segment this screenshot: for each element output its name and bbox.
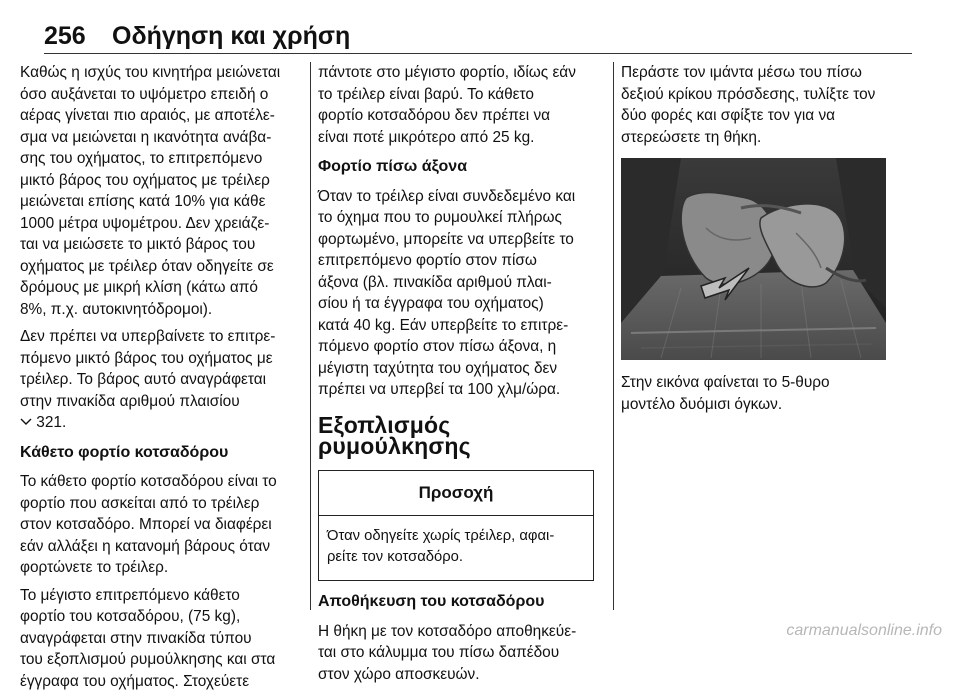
- trunk-photo-icon: [621, 158, 886, 360]
- caution-title: Προσοχή: [319, 471, 593, 517]
- paragraph-altitude: Καθώς η ισχύς του κινητήρα μειώνεται όσο αυξάνεται το υψόμετρο επειδή ο αέρας γίνεται πιο αραιός, με αποτέλε‐ σμα να μειώνεται η ικανότητα ανάβα‐ σης του οχήματος, το επιτρεπόμενο μικτό βάρος του οχήματος με τρέιλερ μειώνεται επίσης κατά 10% για κάθε 1000 μέτρα υψομέτρου. Δεν χρειάζε‐ ται να μειώσετε το μικτό βάρος του οχήματος με τρέιλερ όταν οδηγείτε σε δρόμους με μικρή κλίση (κάτω από 8%, π.χ. αυτοκινητόδρομοι).: [20, 64, 281, 318]
- paragraph-load-continued: πάντοτε στο μέγιστο φορτίο, ιδίως εάν το τρέιλερ είναι βαρύ. Το κάθετο φορτίο κοτσαδόρου δεν πρέπει να είναι ποτέ μικρότερο από 25 kg.: [318, 64, 576, 146]
- column-divider-2: [613, 62, 614, 610]
- paragraph-strap: Περάστε τον ιμάντα μέσω του πίσω δεξιού κρίκου πρόσδεσης, τυλίξτε τον δύο φορές και σφίξτε τον για να στερεώσετε τη θήκη.: [621, 64, 876, 146]
- page-header: [44, 22, 912, 50]
- paragraph-rear-axle-load: Όταν το τρέιλερ είναι συνδεδεμένο και το όχημα που το ρυμουλκεί πλήρως φορτωμένο, μπορείτε να υπερβείτε το επιτρεπόμενο φορτίο στον πίσω άξονα (βλ. πινακίδα αριθμού πλαι‐ σίου ή τα έγγραφα του οχήματος) κατά 40 kg. Εάν υπερβείτε το επιτρε‐ πόμενο φορτίο στον πίσω άξονα, η μέγιστη ταχύτητα του οχήματος δεν πρέπει να υπερβεί τα 100 χλμ/ώρα.: [318, 187, 576, 398]
- paragraph-gross-weight: Δεν πρέπει να υπερβαίνετε το επιτρε‐ πόμενο μικτό βάρος του οχήματος με τρέιλερ. Το βάρος αυτό αναγράφεται στην πινακίδα αριθμού πλαισίου 321.: [20, 326, 305, 434]
- section-title: Οδήγηση και χρήση: [112, 22, 351, 50]
- paragraph-vertical-load: Το κάθετο φορτίο κοτσαδόρου είναι το φορτίο που ασκείται από το τρέιλερ στον κοτσαδόρο. Μπορεί να διαφέρει εάν αλλάξει η κατανομή βάρους όταν φορτώνετε το τρέιλερ.: [20, 473, 277, 576]
- heading-storage: Αποθήκευση του κοτσαδόρου: [318, 593, 545, 610]
- column-1: [20, 62, 305, 698]
- column-divider-1: [310, 62, 311, 610]
- column-2: [318, 62, 608, 691]
- page-reference-link[interactable]: 321.: [20, 412, 305, 434]
- heading-towing-equipment: Εξοπλισμός ρυμούλκησης: [318, 411, 471, 459]
- caution-box: [318, 470, 594, 582]
- column-3: [621, 62, 891, 421]
- page-reference-icon: [20, 416, 32, 428]
- paragraph-max-vertical-load: Το μέγιστο επιτρεπόμενο κάθετο φορτίο του κοτσαδόρου, (75 kg), αναγράφεται στην πινακίδα τύπου του εξοπλισμού ρυμούλκησης και στα έγγραφα του οχήματος. Στοχεύετε: [20, 586, 276, 690]
- header-divider: [44, 53, 912, 54]
- trunk-bag-illustration: [621, 158, 886, 360]
- caution-text: Όταν οδηγείτε χωρίς τρέιλερ, αφαι‐ ρείτε τον κοτσαδόρο.: [327, 528, 555, 565]
- paragraph-caption: Στην εικόνα φαίνεται το 5-θυρο μοντέλο δυόμισι όγκων.: [621, 374, 830, 413]
- page-number: 256: [44, 22, 86, 50]
- heading-vertical-load: Κάθετο φορτίο κοτσαδόρου: [20, 443, 229, 461]
- watermark: carmanualsonline.info: [786, 622, 942, 639]
- paragraph-storage: Η θήκη με τον κοτσαδόρο αποθηκεύε‐ ται στο κάλυμμα του πίσω δαπέδου στον χώρο αποσκευών.: [318, 622, 577, 683]
- heading-rear-axle-load: Φορτίο πίσω άξονα: [318, 158, 468, 175]
